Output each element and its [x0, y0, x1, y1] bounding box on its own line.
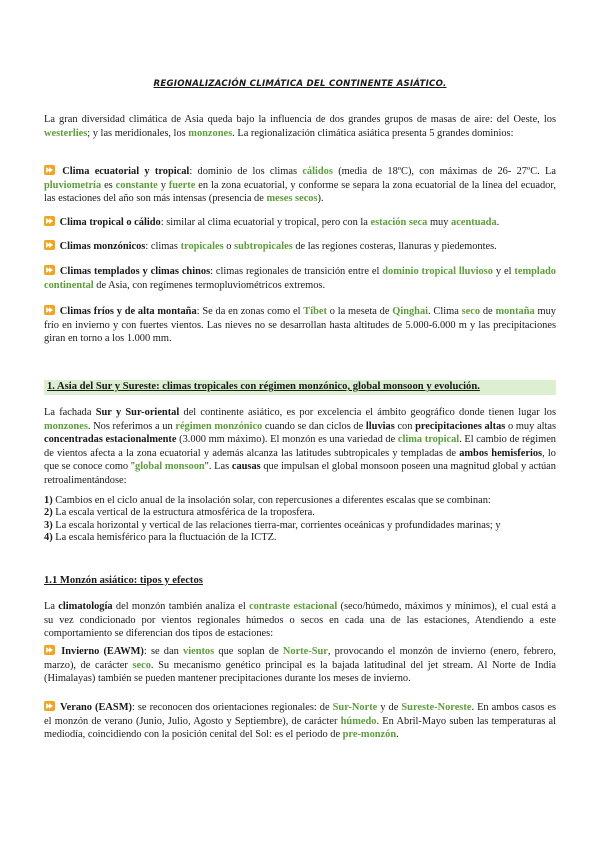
fast-forward-icon [44, 165, 55, 175]
intro-paragraph: La gran diversidad climática de Asia queda bajo la influencia de dos grandes grupos de masas de aire: del Oeste, los westerlies; y las meridionales, los monzones. La regionalización climática asiática presenta 5 grandes dominios: [44, 114, 556, 139]
fast-forward-icon [44, 645, 55, 655]
fast-forward-icon [44, 701, 55, 711]
domain-tropical: Clima tropical o cálido: similar al clima ecuatorial y tropical, pero con la estación seca muy acentuada. [44, 216, 556, 230]
list-item: 4) La escala hemisférico para la fluctuación de la ICTZ. [44, 532, 277, 544]
verano-paragraph: Verano (EASM): se reconocen dos orientaciones regionales: de Sur-Norte y de Sureste-Noreste. En ambos casos es el monzón de verano (Junio, Julio, Agosto y Septiembre), de carácter húmedo. En Abril-Mayo suben las temperaturas al mediodía, coincidiendo con la posición cenital del Sol: es el periodo de pre-monzón. [44, 702, 557, 741]
section1-paragraph: La fachada Sur y Sur-oriental del continente asiático, es por excelencia el ámbito geográfico donde tienen lugar los monzones. Nos referimos a un régimen monzónico cuando se dan ciclos de lluvias con precipitaciones altas o muy altas concentradas estacionalmente (3.000 mm máximo). El monzón es una variedad de clima tropical. El cambio de régimen de vientos afecta a la zona ecuatorial y además alcanza las latitudes subtropicales y templadas de ambos hemisferios, lo que se conoce como "global monsoon". Las causas que impulsan el global monsoon poseen una magnitud global y actúan retroalimentándose: [44, 407, 557, 486]
fast-forward-icon [44, 240, 55, 250]
list-item: 2) La escala vertical de la estructura atmosférica de la troposfera. [44, 507, 315, 519]
page-title: REGIONALIZACIÓN CLIMÁTICA DEL CONTINENTE ASIÁTICO. [153, 79, 447, 89]
domain-frios: Climas fríos y de alta montaña: Se da en zonas como el Tíbet o la meseta de Qinghai. Clima seco de montaña muy frío en invierno y con fuertes vientos. Las nieves no se desarrollan hasta altitudes de 5.000-6.000 m y las precipitaciones giran en torno a los 1.000 mm. [44, 306, 556, 345]
highlight-term: monzones [188, 127, 233, 139]
fast-forward-icon [44, 305, 55, 315]
domain-templados: Climas templados y climas chinos: climas regionales de transición entre el dominio tropical lluvioso y el templado continental de Asia, con regímenes termopluviométricos extremos. [44, 266, 556, 291]
domain-ecuatorial: Clima ecuatorial y tropical: dominio de los climas cálidos (media de 18ºC), con máximas de 26- 27ºC. La pluviometría es constante y fuerte en la zona ecuatorial, y conforme se separa la zona ecuatorial de la línea del ecuador, las estaciones del año son más intensas (presencia de meses secos). [44, 166, 556, 205]
list-item: 3) La escala horizontal y vertical de las relaciones tierra-mar, corrientes oceánicas y profundidades marinas; y [44, 519, 501, 531]
fast-forward-icon [44, 265, 55, 275]
domain-monzonicos: Climas monzónicos: climas tropicales o subtropicales de las regiones costeras, llanuras y piedemontes. [44, 240, 556, 254]
highlight-term: westerlies [44, 127, 88, 139]
invierno-paragraph: Invierno (EAWM): se dan vientos que soplan de Norte-Sur, provocando el monzón de invierno (enero, febrero, marzo), de carácter seco. Su mecanismo genético principal es la bajada latitudinal del jet stream. Al Norte de India (Himalayas) también se pueden mantener precipitaciones durante los meses de invierno. [44, 646, 556, 685]
section-heading-1: 1. Asia del Sur y Sureste: climas tropicales con régimen monzónico, global monsoon y evolución. [44, 380, 556, 395]
causes-list [44, 495, 556, 545]
fast-forward-icon [44, 216, 55, 226]
section11-paragraph: La climatología del monzón también analiza el contraste estacional (seco/húmedo, máximos y mínimos), el cual está a su vez condicionado por vientos regionales húmedos o secos en cada una de las estaciones, Atendiendo a este comportamiento se diferencian dos tipos de estaciones: [44, 601, 556, 640]
list-item: 1) Cambios en el ciclo anual de la insolación solar, con repercusiones a diferentes escalas que se combinan: [44, 495, 491, 506]
section-heading-1-1: 1.1 Monzón asiático: tipos y efectos [44, 575, 203, 586]
